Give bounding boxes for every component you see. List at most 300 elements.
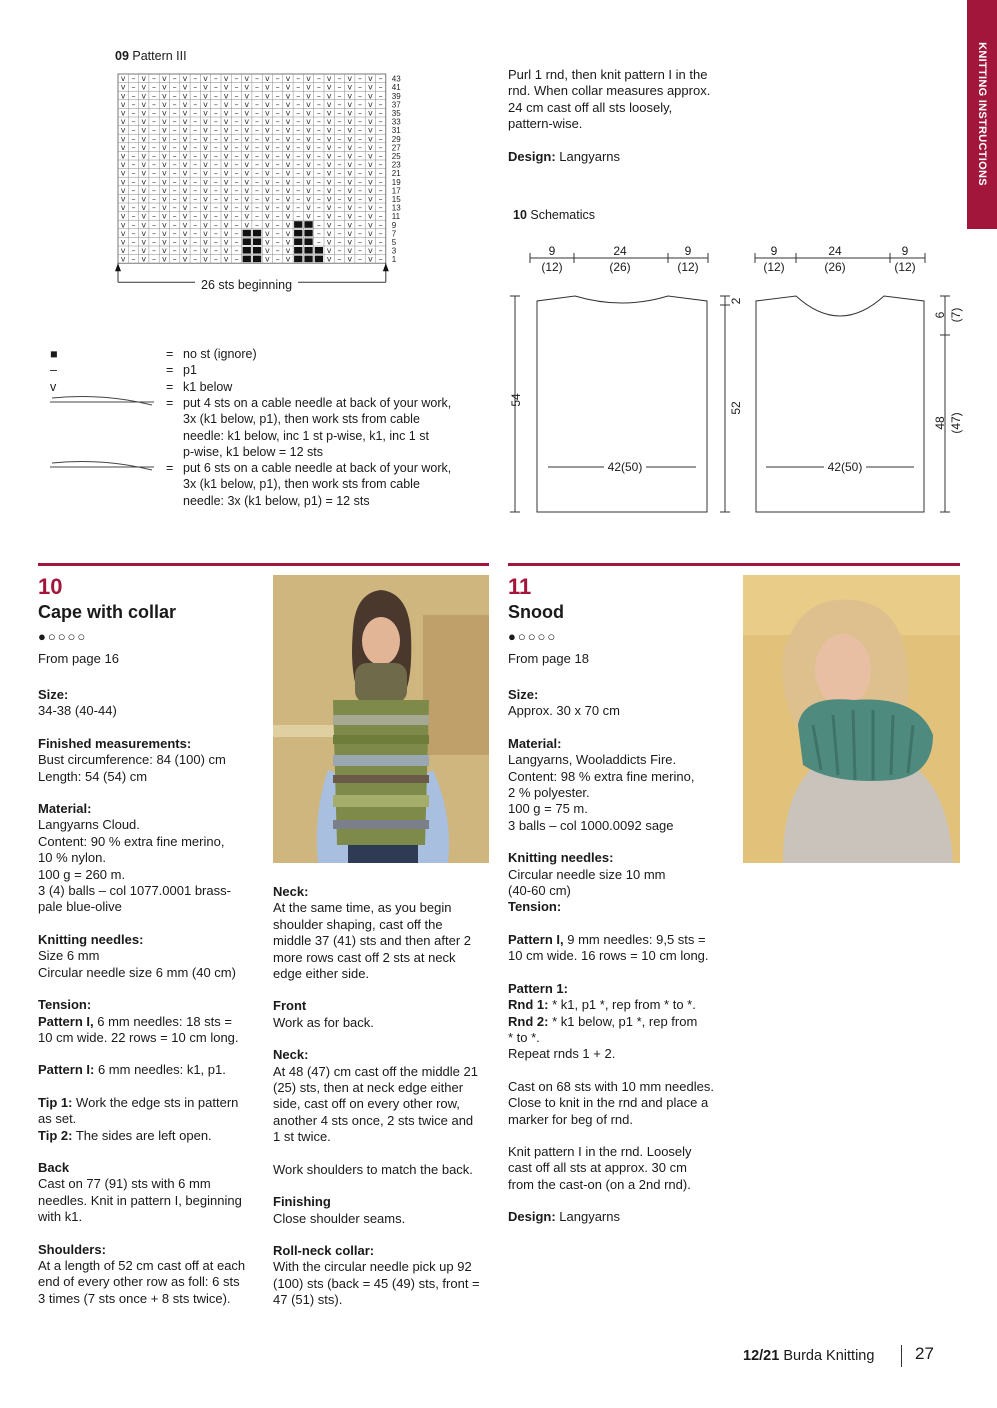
chart-stitch-symbol: – [337,74,342,84]
chart-stitch-symbol: – [337,228,342,238]
body-text: Close shoulder seams. [273,1210,406,1226]
chart-stitch-symbol: – [152,142,157,152]
body-text: 6 mm needles: 18 sts = [93,1013,232,1029]
chart-stitch-symbol: – [275,203,280,213]
chart-stitch-symbol: – [275,160,280,170]
chart-stitch-symbol: v [203,82,208,92]
legend-text: p1 [183,363,197,377]
chart-stitch-symbol: v [244,203,250,213]
chart-stitch-symbol: – [131,185,136,195]
schematic-dim: (26) [609,260,631,274]
chart-stitch-symbol: – [234,160,239,170]
body-text: Repeat rnds 1 + 2. [508,1046,616,1062]
chart-stitch-symbol: v [306,177,311,187]
chart-stitch-symbol: v [306,160,311,170]
chart-stitch-symbol: – [152,74,157,84]
chart-stitch-symbol: v [285,246,291,256]
subheading: Size: [38,687,69,702]
chart-stitch-symbol: – [213,160,218,170]
subheading: Material: [508,735,562,751]
body-text: Work as for back. [273,1014,374,1030]
chart-stitch-symbol: – [131,108,136,118]
inline-label: Tip 2: [38,1127,73,1143]
text-line [38,703,263,719]
body-text: end of every other row as foll: 6 sts [38,1274,240,1290]
chart-stitch-symbol: – [172,151,177,161]
chart-stitch-symbol: v [264,74,270,84]
chart-stitch-symbol: – [193,117,198,127]
body-text: Size 6 mm [38,948,100,964]
text-line [273,966,488,982]
side-tab-label: KNITTING INSTRUCTIONS [976,42,989,186]
chart-stitch-symbol: – [213,246,218,256]
chart-stitch-symbol: v [264,91,270,101]
chart-stitch-symbol: – [255,99,260,109]
chart-stitch-symbol: v [367,168,373,178]
chart-stitch-symbol: – [213,228,218,238]
chart-stitch-symbol: – [131,177,136,187]
chart-stitch-symbol: v [203,220,208,230]
chart-row-label: 1 [391,255,397,265]
text-line [38,932,263,948]
chart-stitch-symbol: – [152,194,157,204]
text-line [273,998,488,1014]
inline-label: Pattern I, [508,931,564,947]
chart-stitch-symbol: – [337,194,342,204]
legend-symbol-icon [48,460,158,478]
chart-stitch-symbol: v [244,177,250,187]
chart-stitch-symbol: v [141,151,147,161]
text-line [508,867,733,883]
chart-stitch-symbol: v [264,220,270,230]
schematic-dim: (12) [677,260,699,274]
chart-stitch-symbol: – [193,134,198,144]
chart-stitch-symbol: v [326,211,332,221]
cape-photo [273,575,489,863]
chart-stitch-symbol: – [255,117,260,127]
schematics-number: 10 [513,208,527,222]
chart-stitch-symbol: – [172,237,177,247]
chart-stitch-symbol: v [161,74,167,84]
chart-stitch-symbol: – [358,108,363,118]
chart-stitch-symbol: v [326,220,332,230]
subheading: Finished measurements: [38,735,192,751]
chart-stitch-symbol: v [326,160,332,170]
body-text: Content: 90 % extra fine merino, [38,833,225,849]
chart-stitch-symbol: – [193,246,198,256]
no-stitch-cell [243,230,251,237]
chart-row-label: 17 [391,186,401,196]
chart-stitch-symbol: – [234,151,239,161]
chart-stitch-symbol: v [285,237,291,247]
chart-stitch-symbol: – [131,237,136,247]
body-text: At 48 (47) cm cast off the middle 21 [273,1063,478,1079]
chart-stitch-symbol: – [358,246,363,256]
chart-stitch-symbol: – [378,203,383,213]
chart-stitch-symbol: – [152,82,157,92]
text-line [273,1243,488,1259]
chart-stitch-symbol: – [255,108,260,118]
chart-stitch-symbol: v [161,254,167,264]
schematic-dim: 24 [828,244,842,258]
chart-stitch-symbol: v [141,108,147,118]
chart-stitch-symbol: v [347,142,353,152]
chart-stitch-symbol: v [161,220,167,230]
chart-stitch-symbol: v [223,228,229,238]
chart-stitch-symbol: v [285,108,291,118]
chart-stitch-symbol: – [337,151,342,161]
chart-stitch-symbol: – [337,99,342,109]
chart-stitch-symbol: v [285,134,291,144]
chart-stitch-symbol: v [244,117,250,127]
body-text: 100 g = 75 m. [508,801,588,817]
text-line [38,1193,263,1209]
chart-stitch-symbol: v [285,99,291,109]
chart-row-label: 23 [391,160,401,170]
chart-stitch-symbol: v [244,74,250,84]
chart-stitch-symbol: v [264,211,270,221]
body-text: Langyarns Cloud. [38,817,140,833]
body-text: 2 % polyester. [508,785,590,801]
text-line [508,1030,733,1046]
body-text: 3 (4) balls – col 1077.0001 brass- [38,883,231,899]
chart-stitch-symbol: v [203,108,208,118]
chart-stitch-symbol: – [358,220,363,230]
chart-stitch-symbol: v [264,99,270,109]
chart-stitch-symbol: – [337,108,342,118]
chart-stitch-symbol: – [131,246,136,256]
body-text: The sides are left open. [72,1127,212,1143]
chart-stitch-symbol: v [285,228,291,238]
chart-stitch-symbol: v [264,237,270,247]
chart-stitch-symbol: – [234,220,239,230]
body-text: pale blue-olive [38,899,122,915]
chart-stitch-symbol: v [285,194,291,204]
chart-stitch-symbol: v [264,168,270,178]
subheading: Back [38,1159,70,1175]
chart-stitch-symbol: v [326,254,332,264]
chart-stitch-symbol: – [275,228,280,238]
legend-text: no st (ignore) [183,347,257,361]
chart-stitch-symbol: v [264,82,270,92]
chart-stitch-symbol: – [316,134,321,144]
chart-stitch-symbol: – [255,203,260,213]
chart-stitch-symbol: v [244,185,250,195]
chart-stitch-symbol: v [347,228,353,238]
body-text: Close to knit in the rnd and place a [508,1095,709,1111]
chart-stitch-symbol: – [152,246,157,256]
text-line [38,1111,263,1127]
no-stitch-cell [294,221,302,228]
chart-stitch-symbol: – [255,151,260,161]
section-10-column-1 [38,687,263,1307]
chart-stitch-symbol: v [120,228,126,238]
subheading: Shoulders: [38,1241,106,1257]
text-line [273,1259,488,1275]
chart-stitch-symbol: – [234,237,239,247]
no-stitch-cell [243,247,251,254]
chart-stitch-symbol: v [306,117,311,127]
text-line [273,950,488,966]
chart-stitch-symbol: v [244,160,250,170]
chart-stitch-symbol: – [378,91,383,101]
chart-stitch-symbol: – [193,74,198,84]
chart-stitch-symbol: v [347,117,353,127]
body-text: as set. [38,1111,77,1127]
body-text: (100) sts (back = 45 (49) sts, front = [273,1275,480,1291]
chart-stitch-symbol: – [152,211,157,221]
chart-row-label: 25 [391,152,401,161]
chart-stitch-symbol: v [120,220,126,230]
text-line [508,785,733,801]
chart-stitch-symbol: v [347,254,353,264]
chart-stitch-symbol: – [213,220,218,230]
chart-stitch-symbol: – [316,99,321,109]
footer-magazine: Burda Knitting [783,1348,875,1364]
chart-stitch-symbol: v [182,237,188,247]
chart-stitch-symbol: v [120,160,126,170]
chart-stitch-symbol: – [378,160,383,170]
chart-stitch-symbol: – [172,185,177,195]
chart-stitch-symbol: – [337,134,342,144]
chart-stitch-symbol: v [120,254,126,264]
chart-stitch-symbol: – [234,82,239,92]
chart-stitch-symbol: v [161,203,167,213]
section-11-column [508,687,733,1226]
chart-stitch-symbol: v [182,82,188,92]
chart-stitch-symbol: v [141,185,147,195]
text-line [38,834,263,850]
text-line [508,899,733,915]
text-line [273,884,488,900]
chart-stitch-symbol: v [141,228,147,238]
text-line [508,1014,733,1030]
chart-stitch-symbol: v [120,74,126,84]
chart-stitch-symbol: v [120,177,126,187]
text-line [273,933,488,949]
snood-photo [743,575,960,863]
text-line [38,850,263,866]
chart-stitch-symbol: v [306,211,311,221]
chart-stitch-symbol: v [161,82,167,92]
chart-stitch-symbol: v [367,74,373,84]
chart-stitch-symbol: v [326,177,332,187]
chart-stitch-symbol: – [316,177,321,187]
body-text: 100 g = 260 m. [38,866,126,882]
chart-stitch-symbol: – [152,168,157,178]
chart-row-label: 3 [391,246,397,256]
body-text: with k1. [38,1209,83,1225]
chart-stitch-symbol: – [234,142,239,152]
text-line [508,981,733,997]
chart-stitch-symbol: v [244,108,250,118]
chart-stitch-symbol: v [141,211,147,221]
chart-stitch-symbol: – [275,185,280,195]
chart-stitch-symbol: – [255,177,260,187]
chart-stitch-symbol: – [172,142,177,152]
chart-stitch-symbol: v [182,203,188,213]
schematics-title [513,207,595,223]
chart-stitch-symbol: – [213,142,218,152]
body-text: Bust circumference: 84 (100) cm [38,752,226,768]
chart-stitch-symbol: – [296,185,301,195]
chart-stitch-symbol: v [120,99,126,109]
chart-stitch-symbol: – [234,194,239,204]
chart-stitch-symbol: – [378,125,383,135]
chart-stitch-symbol: – [213,99,218,109]
chart-stitch-symbol: – [172,160,177,170]
text-line [273,1113,488,1129]
chart-stitch-symbol: v [347,168,353,178]
schematic-length-right-b: (47) [949,412,963,434]
difficulty-rating: ●○○○○ [38,629,88,644]
chart-stitch-symbol: – [337,125,342,135]
chart-stitch-symbol: v [120,185,126,195]
chart-stitch-symbol: – [316,108,321,118]
chart-stitch-symbol: – [193,91,198,101]
chart-stitch-symbol: – [337,203,342,213]
chart-stitch-symbol: v [367,151,373,161]
subheading: Tension: [38,997,92,1013]
chart-stitch-symbol: – [275,246,280,256]
section-11-title: Snood [508,602,564,622]
chart-stitch-symbol: v [347,194,353,204]
chart-stitch-symbol: – [172,74,177,84]
chart-stitch-symbol: v [264,108,270,118]
design-value: Langyarns [559,148,621,164]
body-text: another 4 sts once, 2 sts twice and [273,1112,474,1128]
section-10-header [38,575,176,668]
page-number: 27 [915,1344,934,1363]
schematic-dim: (12) [894,260,916,274]
chart-stitch-symbol: – [193,185,198,195]
chart-stitch-symbol: v [161,168,167,178]
chart-stitch-symbol: v [141,220,147,230]
text-line [38,965,263,981]
body-text: Circular needle size 6 mm (40 cm) [38,964,236,980]
body-text: * k1, p1 *, rep from * to *. [548,997,696,1013]
subheading: Tension: [508,899,562,915]
chart-stitch-symbol: v [120,168,126,178]
chart-stitch-symbol: v [285,74,291,84]
chart-stitch-symbol: v [141,117,147,127]
chart-stitch-symbol: – [131,211,136,221]
chart-stitch-symbol: – [193,168,198,178]
text-line [508,801,733,817]
chart-stitch-symbol: v [120,108,126,118]
body-text: At the same time, as you begin [273,900,452,916]
text-line [38,1128,263,1144]
chart-stitch-symbol: v [244,168,250,178]
body-text: (25) sts, then at neck edge either [273,1080,464,1096]
legend-symbol-icon: – [50,363,57,377]
chart-stitch-symbol: v [326,117,332,127]
body-text: 10 cm wide. 22 rows = 10 cm long. [38,1029,239,1045]
text-line [38,899,263,915]
chart-stitch-symbol: – [378,194,383,204]
chart-stitch-symbol: – [296,168,301,178]
chart-stitch-symbol: v [326,74,332,84]
legend-text-line: 3x (k1 below, p1), then work sts from cable [183,412,420,427]
chart-stitch-symbol: v [203,74,208,84]
chart-stitch-symbol: – [316,185,321,195]
chart-stitch-symbol: v [264,246,270,256]
chart-stitch-symbol: v [161,108,167,118]
no-stitch-cell [294,230,302,237]
no-stitch-cell [294,256,302,263]
text-line [38,883,263,899]
legend-text: k1 below [183,380,233,394]
chart-stitch-symbol: v [347,160,353,170]
chart-stitch-symbol: – [152,220,157,230]
text-line [38,687,263,703]
chart-stitch-symbol: v [223,177,229,187]
chart-stitch-symbol: – [213,211,218,221]
text-line [38,948,263,964]
chart-row-label: 13 [391,203,401,213]
chart-stitch-symbol: v [326,168,332,178]
chart-stitch-symbol: – [275,151,280,161]
text-line [273,1096,488,1112]
text-line [508,1046,733,1062]
schematics-name: Schematics [530,208,595,222]
schematic-length-mid: 52 [729,401,743,415]
chart-stitch-symbol: – [358,91,363,101]
chart-stitch-symbol: v [326,194,332,204]
chart-stitch-symbol: – [213,151,218,161]
chart-stitch-symbol: v [223,237,229,247]
chart-stitch-symbol: – [193,160,198,170]
chart-stitch-symbol: v [285,211,291,221]
footer-divider [901,1345,902,1367]
chart-stitch-symbol: v [306,194,311,204]
text-line [273,1047,488,1063]
chart-stitch-symbol: v [141,194,147,204]
chart-stitch-symbol: – [255,194,260,204]
chart-stitch-symbol: v [223,194,229,204]
chart-stitch-symbol: – [275,99,280,109]
chart-stitch-symbol: – [131,228,136,238]
chart-stitch-symbol: v [141,134,147,144]
chart-stitch-symbol: v [161,194,167,204]
chart-stitch-symbol: – [316,151,321,161]
chart-stitch-symbol: v [141,74,147,84]
chart-stitch-symbol: v [264,177,270,187]
chart-stitch-symbol: – [213,108,218,118]
body-text: Approx. 30 x 70 cm [508,703,620,719]
chart-stitch-symbol: v [223,142,229,152]
chart-stitch-symbol: – [296,142,301,152]
chart-stitch-symbol: – [358,203,363,213]
chart-stitch-symbol: – [358,177,363,187]
chart-stitch-symbol: v [326,91,332,101]
legend-text-line: needle: 3x (k1 below, p1) = 12 sts [183,493,370,508]
chart-stitch-symbol: v [306,151,311,161]
chart-stitch-symbol: – [358,99,363,109]
arrow-up-icon [115,263,121,271]
chart-stitch-symbol: v [264,194,270,204]
no-stitch-cell [253,238,261,245]
chart-stitch-symbol: v [244,134,250,144]
legend-text [183,460,483,509]
chart-stitch-symbol: v [182,91,188,101]
from-page: From page 16 [38,651,119,667]
collar-continuation-text [508,67,738,165]
no-stitch-cell [304,256,312,263]
chart-stitch-symbol: – [316,168,321,178]
chart-stitch-symbol: v [347,237,353,247]
arrow-up-icon [383,263,389,271]
